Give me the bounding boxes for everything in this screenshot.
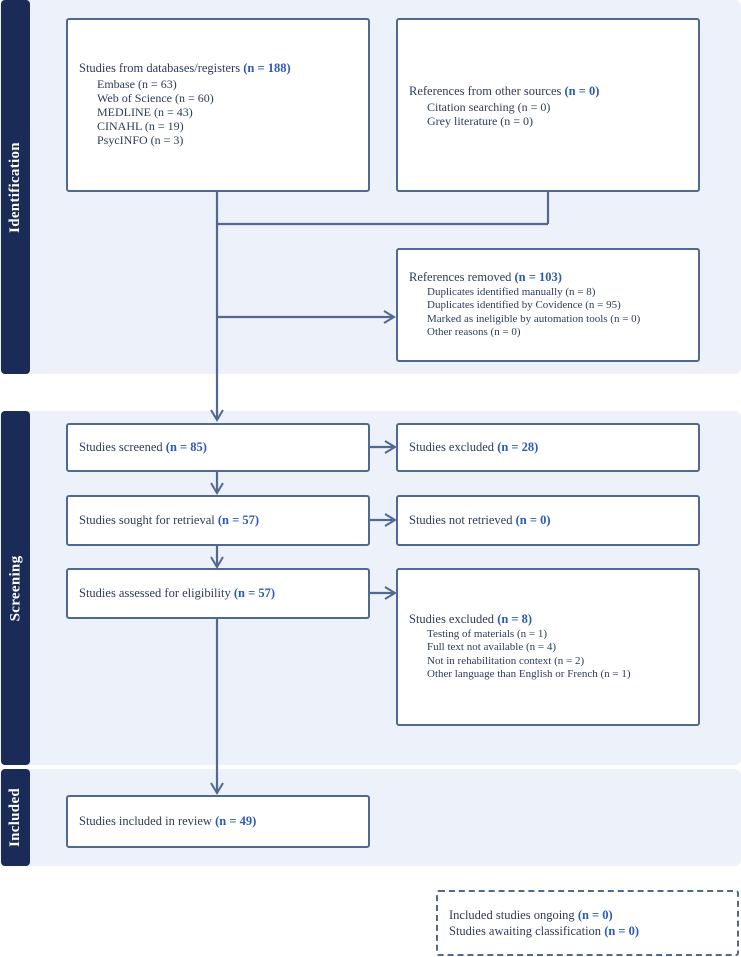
references-removed-box: References removed (n = 103) Duplicates identified manually (n = 8) Duplicates identified by Covidence (n = 95) Marked as ineligible by automation tools (n = 0) Other reasons (n = 0) (396, 248, 700, 362)
excluded-full-text-unavailable: Full text not available (n = 4) (427, 641, 557, 654)
included-label: Included (1, 769, 30, 866)
ongoing-studies-box: Included studies ongoing (n = 0) Studies awaiting classification (n = 0) (436, 890, 739, 956)
removed-other-reasons: Other reasons (n = 0) (427, 326, 521, 339)
removed-duplicates-covidence: Duplicates identified by Covidence (n = 95) (427, 299, 621, 312)
database-embase: Embase (n = 63) (97, 76, 177, 91)
studies-included-box: Studies included in review (n = 49) (66, 795, 370, 848)
database-medline: MEDLINE (n = 43) (97, 104, 193, 119)
studies-sought-box: Studies sought for retrieval (n = 57) (66, 495, 370, 546)
databases-box: Studies from databases/registers (n = 188) Embase (n = 63) Web of Science (n = 60) MEDLINE (n = 43) CINAHL (n = 19) PsycINFO (n = 3) (66, 18, 370, 192)
excluded-testing-materials: Testing of materials (n = 1) (427, 627, 547, 640)
source-citation-searching: Citation searching (n = 0) (427, 99, 551, 114)
source-grey-literature: Grey literature (n = 0) (427, 113, 534, 128)
studies-screened-box: Studies screened (n = 85) (66, 423, 370, 472)
studies-not-retrieved-box: Studies not retrieved (n = 0) (396, 495, 700, 546)
database-web-of-science: Web of Science (n = 60) (97, 90, 214, 105)
database-cinahl: CINAHL (n = 19) (97, 118, 184, 133)
excluded-not-rehabilitation: Not in rehabilitation context (n = 2) (427, 654, 585, 667)
screening-label: Screening (1, 411, 30, 765)
identification-label: Identification (1, 0, 30, 374)
studies-excluded-fulltext-box: Studies excluded (n = 8) Testing of materials (n = 1) Full text not available (n = 4) Not in rehabilitation context (n = 2) Other language than English or French (n = 1) (396, 568, 700, 726)
removed-duplicates-manual: Duplicates identified manually (n = 8) (427, 285, 596, 298)
removed-automation-tools: Marked as ineligible by automation tools (n = 0) (427, 312, 641, 325)
other-sources-box: References from other sources (n = 0) Citation searching (n = 0) Grey literature (n = 0) (396, 18, 700, 192)
studies-assessed-box: Studies assessed for eligibility (n = 57) (66, 568, 370, 619)
database-psycinfo: PsycINFO (n = 3) (97, 132, 184, 147)
studies-excluded-box: Studies excluded (n = 28) (396, 423, 700, 472)
excluded-other-language: Other language than English or French (n = 1) (427, 668, 631, 681)
